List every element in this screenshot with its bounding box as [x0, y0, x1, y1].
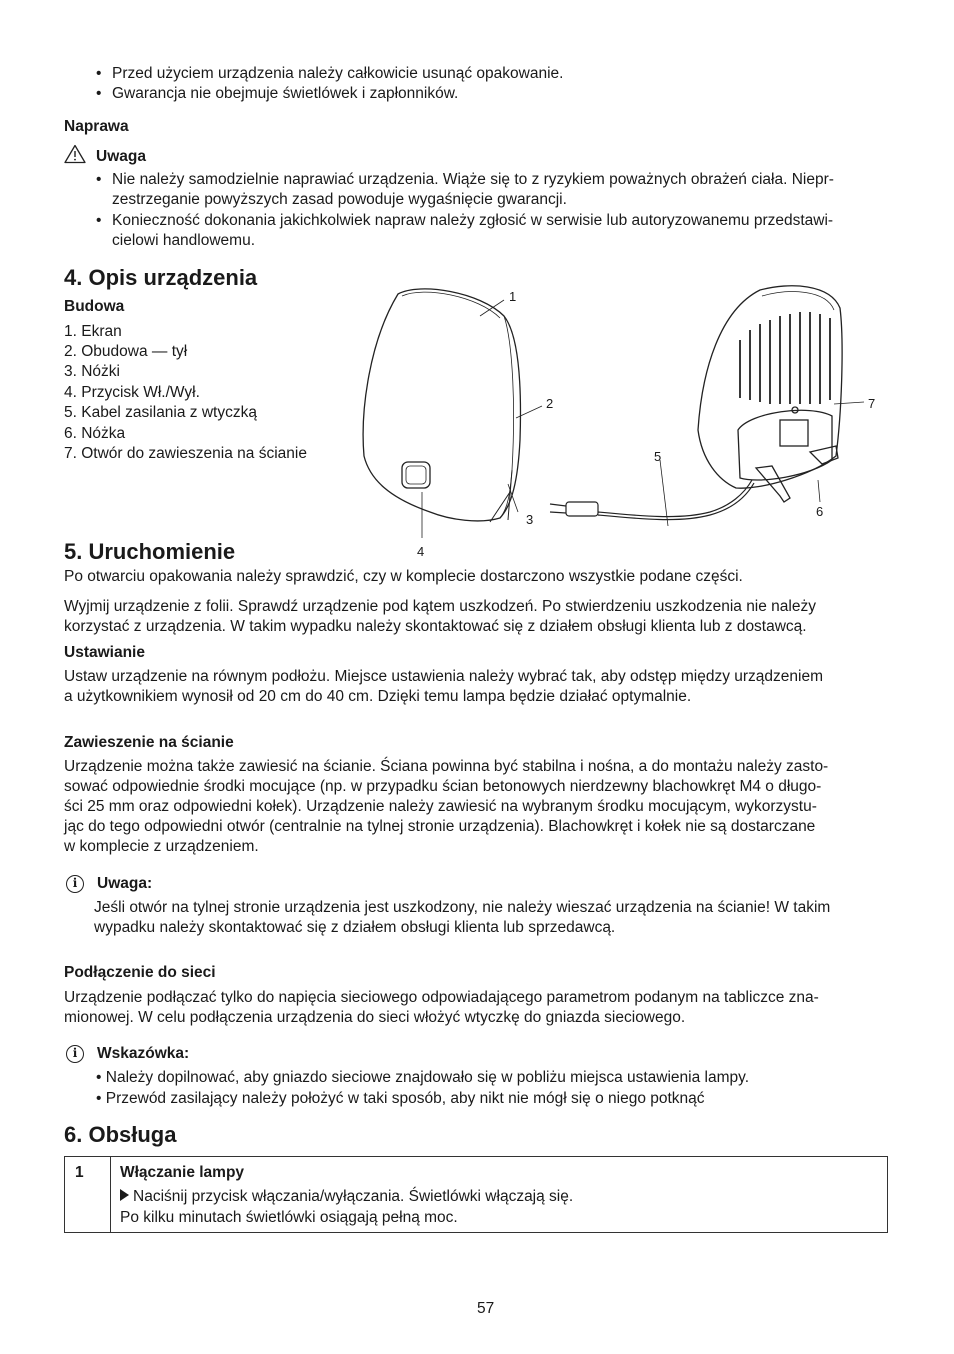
play-arrow-icon — [120, 1189, 129, 1201]
section-4-title: 4. Opis urządzenia — [64, 265, 258, 290]
parts-list-item: 5. Kabel zasilania z wtyczką — [64, 404, 257, 421]
info-circle-icon: i — [66, 1045, 84, 1063]
wskazowka-bullet — [96, 1068, 886, 1088]
bullet-dot: • — [96, 85, 102, 102]
callout-1: 1 — [509, 289, 517, 304]
table-step-heading: Włączanie lampy — [120, 1164, 245, 1181]
callout-5: 5 — [654, 449, 662, 464]
paragraph-line: Urządzenie można także zawiesić na ścianie. Ściana powinna być stabilna i nośna, a do montażu należy zasto- — [64, 758, 829, 775]
bullet-dot: • — [96, 1090, 102, 1107]
podlaczenie-paragraph — [64, 988, 886, 1028]
paragraph-line: w komplecie z urządzeniem. — [64, 838, 259, 855]
paragraph-line: jąc do tego odpowiedni otwór (centralnie na tylnej stronie urządzenia). Blachowkręt i kołek nie są dostarczane — [64, 818, 816, 835]
info-circle-icon: i — [66, 875, 84, 893]
bullet-text-line: Konieczność dokonania jakichkolwiek napraw należy zgłosić w serwisie lub autoryzowanemu przedstawi- — [112, 212, 834, 229]
bullet-text-line: cielowi handlowemu. — [112, 232, 256, 249]
bullet-item — [96, 84, 886, 104]
warning-label: Uwaga — [96, 148, 146, 165]
wskazowka-bullet — [96, 1089, 886, 1109]
parts-list-item: 1. Ekran — [64, 323, 122, 340]
table-step-text: Naciśnij przycisk włączania/wyłączania. Świetlówki włączają się. — [133, 1188, 574, 1205]
bullet-text: Przed użyciem urządzenia należy całkowicie usunąć opakowanie. — [112, 65, 564, 82]
paragraph-line: Urządzenie podłączać tylko do napięcia sieciowego odpowiadającego parametrom podanym na tabliczce zna- — [64, 989, 819, 1006]
ustawianie-heading: Ustawianie — [64, 644, 145, 661]
lamp-back-view — [698, 286, 842, 502]
lamp-front-view — [363, 289, 520, 522]
bullet-text-line: Nie należy samodzielnie naprawiać urządzenia. Wiąże się to z ryzykiem poważnych obrażeń ciała. Niepr- — [112, 171, 834, 188]
budowa-heading: Budowa — [64, 298, 125, 315]
section-6-title: 6. Obsługa — [64, 1122, 177, 1147]
naprawa-heading: Naprawa — [64, 118, 129, 135]
operation-table — [64, 1156, 888, 1233]
paragraph-line: korzystać z urządzenia. W takim wypadku należy skontaktować się z działem obsługi klienta lub z dostawcą. — [64, 618, 807, 635]
bullet-item — [96, 64, 886, 84]
parts-list-item: 2. Obudowa — tył — [64, 343, 188, 360]
inspection-paragraph — [64, 597, 886, 637]
intro-paragraph: Po otwarciu opakowania należy sprawdzić, czy w komplecie dostarczono wszystkie podane części. — [64, 568, 743, 585]
bullet-text: Przewód zasilający należy położyć w taki sposób, aby nikt nie mógł się o niego potknąć — [105, 1090, 705, 1107]
bullet-dot: • — [96, 65, 102, 82]
paragraph-line: a użytkownikiem wynosił od 20 cm do 40 cm. Dzięki temu lampa będzie działać optymalnie. — [64, 688, 692, 705]
bullet-text: Gwarancja nie obejmuje świetlówek i zapłonników. — [112, 85, 459, 102]
table-divider — [110, 1157, 111, 1232]
paragraph-line: sować odpowiednie środki mocujące (np. w przypadku ścian betonowych nierdzewny blachowkręt M4 o długo- — [64, 778, 822, 795]
bullet-text-line: zestrzeganie powyższych zasad powoduje wygaśnięcie gwarancji. — [112, 191, 567, 208]
power-cable — [550, 480, 754, 520]
zawieszenie-heading: Zawieszenie na ścianie — [64, 734, 234, 751]
zawieszenie-paragraph — [64, 757, 886, 857]
paragraph-line: mionowej. W celu podłączenia urządzenia do sieci włożyć wtyczkę do gniazda sieciowego. — [64, 1009, 686, 1026]
callout-7: 7 — [868, 396, 876, 411]
uwaga-note-label: Uwaga: — [97, 875, 153, 892]
parts-list-item: 7. Otwór do zawieszenia na ścianie — [64, 445, 307, 462]
paragraph-line: ści 25 mm oraz odpowiedni kołek). Urządzenie należy zawiesić na wybranym środku mocującym, wykorzystu- — [64, 798, 817, 815]
table-step-line — [120, 1187, 573, 1207]
bullet-dot: • — [96, 1069, 102, 1086]
table-step-number: 1 — [75, 1164, 84, 1181]
bullet-item — [96, 170, 886, 210]
callout-2: 2 — [546, 396, 554, 411]
parts-list-item: 4. Przycisk Wł./Wył. — [64, 384, 200, 401]
callout-lines — [422, 300, 864, 538]
paragraph-line: Jeśli otwór na tylnej stronie urządzenia jest uszkodzony, nie należy wieszać urządzenia na ścianie! W takim — [94, 899, 831, 916]
bullet-item — [96, 211, 886, 251]
callout-3: 3 — [526, 512, 534, 527]
bullet-dot: • — [96, 212, 102, 229]
paragraph-line: wypadku należy skontaktować się z działem obsługi klienta lub sprzedawcą. — [94, 919, 616, 936]
paragraph-line: Wyjmij urządzenie z folii. Sprawdź urządzenie pod kątem uszkodzeń. Po stwierdzeniu uszkodzenia nie należy — [64, 598, 816, 615]
parts-list-item: 6. Nóżka — [64, 425, 126, 442]
paragraph-line: Ustaw urządzenie na równym podłożu. Miejsce ustawienia należy wybrać tak, aby odstęp między urządzeniem — [64, 668, 824, 685]
podlaczenie-heading: Podłączenie do sieci — [64, 964, 216, 981]
callout-6: 6 — [816, 504, 824, 519]
section-5-title: 5. Uruchomienie — [64, 539, 236, 564]
bullet-text: Należy dopilnować, aby gniazdo sieciowe znajdowało się w pobliżu miejsca ustawienia lampy. — [105, 1069, 750, 1086]
bullet-dot: • — [96, 171, 102, 188]
table-step-text-2: Po kilku minutach świetlówki osiągają pełną moc. — [120, 1209, 458, 1226]
page-number: 57 — [477, 1300, 495, 1317]
callout-4: 4 — [417, 544, 425, 559]
warning-triangle-icon — [64, 144, 86, 164]
wskazowka-label: Wskazówka: — [97, 1045, 190, 1062]
uwaga-note-text — [94, 898, 886, 938]
ustawianie-paragraph — [64, 667, 886, 707]
parts-list-item: 3. Nóżki — [64, 363, 120, 380]
